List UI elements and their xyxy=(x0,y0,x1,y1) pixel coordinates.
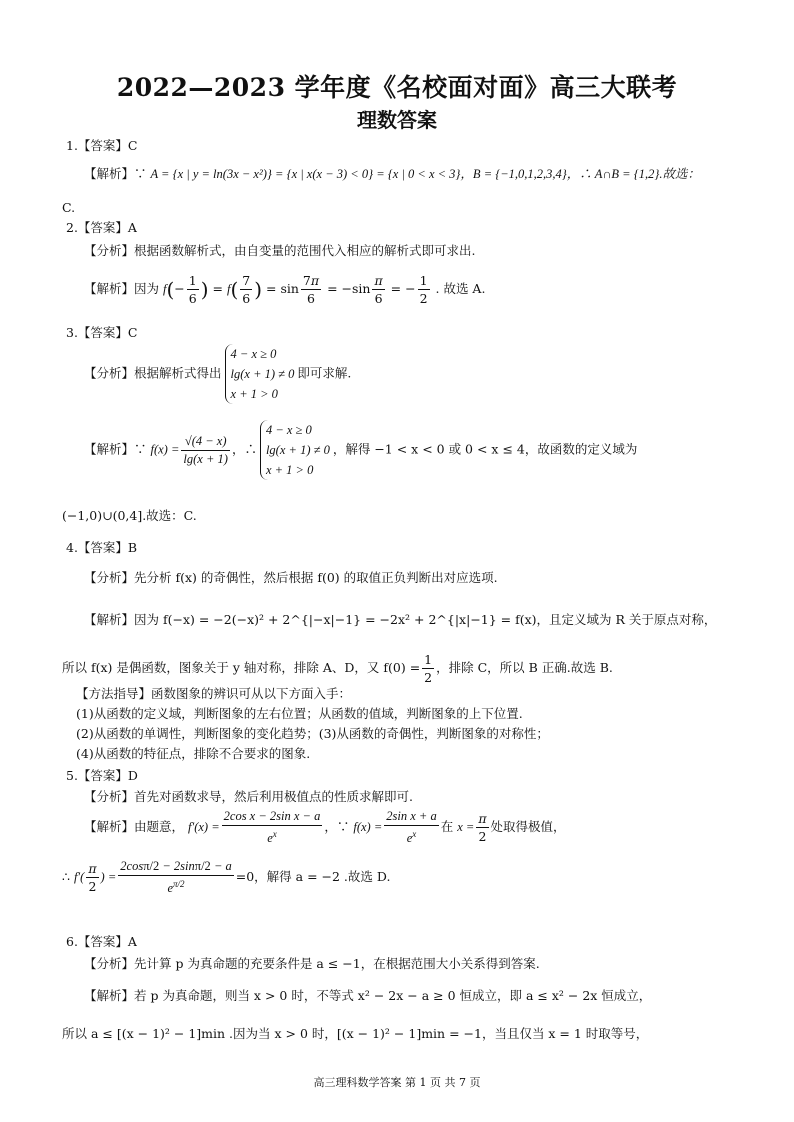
q2-frac-5: $\frac{1}{2}$ xyxy=(419,273,428,306)
q1-analysis-label: 【解析】∵ xyxy=(84,166,147,181)
q4-line2: 所以 f(x) 是偶函数，图象关于 y 轴对称，排除 A、D，又 f(0) = $\frac{1}{2}$ ，排除 C，所以 B 正确.故选 B. xyxy=(62,652,613,685)
q4-frac: $\frac{1}{2}$ xyxy=(424,652,433,685)
q2-analysis: 【分析】根据函数解析式，由自变量的范围代入相应的解析式即可求出. xyxy=(84,243,476,258)
q2-solution: 【解析】因为 f(− $\frac{1}{6}$ ) = f( $\frac{7}{6}$ ) = sin $\frac{7\pi}{6}$ = −sin $\frac{\pi}{6}$ = − $\frac{1}{2}$ . 故选 A. xyxy=(84,273,486,306)
q1-formula: A = {x | y = ln(3x − x²)} = {x | x(x − 3) < 0} = {x | 0 < x < 3}，B = {−1,0,1,2,3,4}，∴ A∩B = {1,2}.故选： xyxy=(150,167,700,181)
q4-method: 【方法指导】函数图象的辨识可从以下方面入手： xyxy=(76,686,352,701)
q4-tip-2: (2)从函数的单调性，判断图象的变化趋势；(3)从函数的奇偶性，判断图象的对称性； xyxy=(76,726,549,741)
q5-frac-4: $\frac{\pi}{2}$ xyxy=(88,861,97,895)
q5-frac-2: $\frac{\text{2sin x + a}}{e^x}$ xyxy=(386,809,437,846)
q3-conclusion: (−1,0)∪(0,4].故选：C. xyxy=(62,508,197,523)
q2-solution-tail: . 故选 A. xyxy=(435,281,486,296)
q3-frac: $\frac{√(4 - x)}{\lg(x + 1)}$ xyxy=(183,433,228,466)
q2-frac-4: $\frac{\pi}{6}$ xyxy=(374,273,383,306)
q3-analysis-label: 【分析】根据解析式得出 xyxy=(84,365,222,381)
q2-f-left: f xyxy=(163,282,167,296)
q3-system-1: 4 − x ≥ 0 lg(x + 1) ≠ 0 x + 1 > 0 xyxy=(225,344,295,404)
q3-solution: 【解析】∵ f(x) = $\frac{√(4 - x)}{\lg(x + 1)}$ ，∴ 4 − x ≥ 0 lg(x + 1) ≠ 0 x + 1 > 0 ，解得 −1 < x < 0 或 0 < x ≤ 4，故函数的定义域为 xyxy=(84,420,637,480)
q6-line2: 所以 a ≤ [(x − 1)² − 1]min .因为当 x > 0 时，[(x − 1)² − 1]min = −1，当且仅当 x = 1 时取等号， xyxy=(62,1026,649,1041)
q2-frac-3: $\frac{7\pi}{6}$ xyxy=(302,273,320,306)
q3-analysis xyxy=(84,344,351,404)
q1-analysis xyxy=(84,166,700,182)
q3-solution-label: 【解析】∵ xyxy=(84,441,147,457)
q6-answer: 6.【答案】A xyxy=(66,934,137,949)
page-subtitle: 理数答案 xyxy=(357,108,437,132)
q2-frac-1: $\frac{1}{6}$ xyxy=(188,273,197,306)
q5-frac-3: $\frac{\pi}{2}$ xyxy=(478,811,487,845)
q5-line2: ∴ f′( $\frac{\pi}{2}$ ) = $\frac{2\cos\pi/2 - 2\sin\pi/2 - a}{e^{\pi/2}}$ =0，解得 a = −2 .故选 D. xyxy=(62,859,391,896)
q6-analysis: 【分析】先计算 p 为真命题的充要条件是 a ≤ −1，在根据范围大小关系得到答案. xyxy=(84,956,540,971)
q4-tip-1: (1)从函数的定义域，判断图象的左右位置；从函数的值域，判断图象的上下位置. xyxy=(76,706,523,721)
q5-frac-5: $\frac{2\cos\pi/2 - 2\sin\pi/2 - a}{e^{\pi/2}}$ xyxy=(120,859,232,896)
q4-solution: 【解析】因为 f(−x) = −2(−x)² + 2^{|−x|−1} = −2x² + 2^{|x|−1} = f(x)，且定义域为 R 关于原点对称， xyxy=(84,612,717,627)
page-title: 2022—2023 学年度《名校面对面》高三大联考 xyxy=(116,73,678,102)
q3-solution-mid: ，解得 −1 < x < 0 或 0 < x ≤ 4，故函数的定义域为 xyxy=(332,441,638,457)
q5-solution: 【解析】由题意， f′(x) = $\frac{\text{2cos x − 2sin x − a}}{e^x}$ ，∵ f(x) = $\frac{\text{2sin x + a}}{e^x}$ 在 x = $\frac{\pi}{2}$ 处取得极值， xyxy=(84,809,566,846)
q2-solution-label: 【解析】因为 xyxy=(84,281,160,296)
q1-tail: C. xyxy=(62,200,76,215)
q3-system-2: 4 − x ≥ 0 lg(x + 1) ≠ 0 x + 1 > 0 xyxy=(260,420,330,480)
q3-answer: 3.【答案】C xyxy=(66,325,138,340)
page-footer: 高三理科数学答案 第 1 页 共 7 页 xyxy=(313,1076,481,1089)
q4-analysis: 【分析】先分析 f(x) 的奇偶性，然后根据 f(0) 的取值正负判断出对应选项. xyxy=(84,570,498,585)
q5-frac-1: $\frac{\text{2cos x − 2sin x − a}}{e^x}$ xyxy=(223,809,321,846)
q6-solution: 【解析】若 p 为真命题，则当 x > 0 时，不等式 x² − 2x − a ≥ 0 恒成立，即 a ≤ x² − 2x 恒成立， xyxy=(84,988,652,1003)
q2-answer: 2.【答案】A xyxy=(66,220,137,235)
q1-answer: 1.【答案】C xyxy=(66,138,138,153)
q4-answer: 4.【答案】B xyxy=(66,540,138,555)
q3-analysis-tail: 即可求解. xyxy=(297,365,352,381)
q4-tip-3: (4)从函数的特征点，排除不合要求的图象. xyxy=(76,746,311,761)
q5-answer: 5.【答案】D xyxy=(66,768,138,783)
q5-analysis: 【分析】首先对函数求导，然后利用极值点的性质求解即可. xyxy=(84,789,413,804)
q2-frac-2: $\frac{7}{6}$ xyxy=(242,273,251,306)
